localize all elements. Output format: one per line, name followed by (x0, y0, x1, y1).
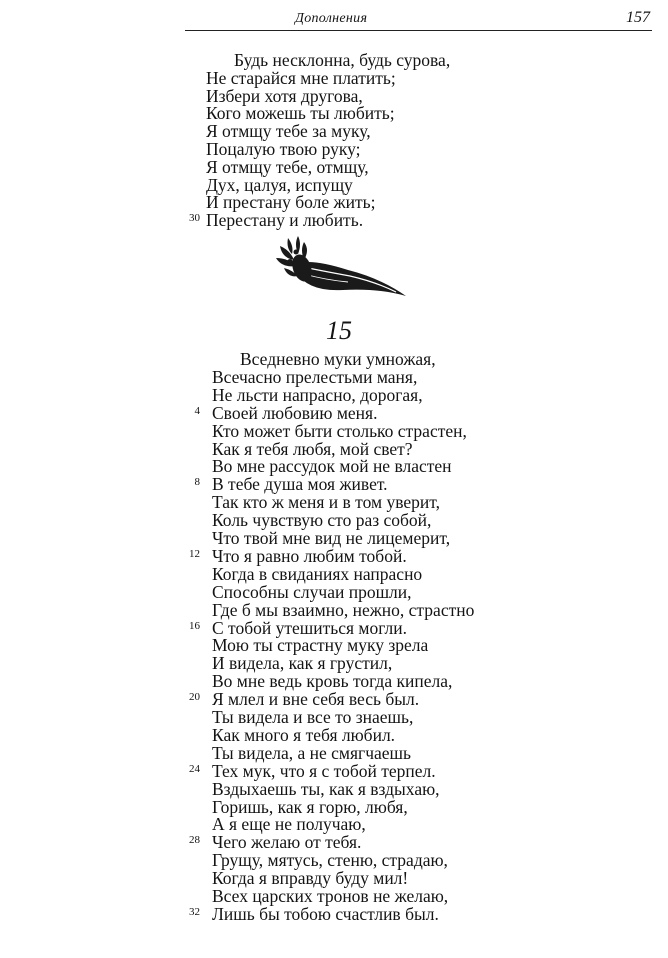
verse-line: Тех мук, что я с тобой терпел. (212, 760, 436, 781)
verse-line: И престану боле жить; (206, 192, 376, 213)
cornucopia-ornament-icon (268, 232, 408, 302)
verse-line: Кто может быти столько страстен, (212, 420, 467, 441)
verse-line: Я млел и вне себя весь был. (212, 689, 420, 710)
verse-line: Коль чувствую сто раз собой, (212, 510, 432, 531)
verse-line: Когда я вправду буду мил! (212, 868, 409, 889)
verse-line: Что я равно любим тобой. (212, 545, 407, 566)
line-number: 20 (189, 691, 200, 704)
verse-line: Чего желаю от тебя. (212, 832, 362, 853)
line-number: 30 (189, 212, 200, 225)
verse-line: Перестану и любить. (206, 210, 364, 231)
verse-line: Горишь, как я горю, любя, (212, 796, 408, 817)
verse-line: И видела, как я грустил, (212, 653, 393, 674)
verse-line: Вздыхаешь ты, как я вздыхаю, (212, 778, 440, 799)
verse-line: Не старайся мне платить; (206, 67, 396, 88)
page-number: 157 (626, 9, 650, 26)
verse-line: Как много я тебя любил. (212, 724, 396, 745)
verse-line: Ты видела, а не смягчаешь (212, 742, 412, 763)
verse-line: Так кто ж меня и в том уверит, (212, 492, 440, 513)
verse-line: Способны случаи прошли, (212, 581, 412, 602)
verse-line: Что твой мне вид не лицемерит, (212, 528, 451, 548)
line-number: 8 (194, 476, 200, 489)
verse-line: Избери хотя другова, (206, 85, 363, 106)
verse-line: Я отмщу тебе за муку, (206, 121, 371, 142)
verse-line: Кого можешь ты любить; (206, 103, 395, 124)
line-number: 4 (194, 404, 200, 417)
verse-line: Всех царских тронов не желаю, (212, 886, 449, 906)
verse-line: Я отмщу тебе, отмщу, (206, 156, 369, 177)
verse-line: Лишь бы тобою счастлив был. (212, 903, 439, 924)
poem-number: 15 (326, 316, 352, 345)
line-number: 28 (189, 834, 200, 847)
line-number: 12 (189, 547, 200, 560)
verse-line: Ты видела и все то знаешь, (212, 707, 414, 727)
verse-line: Не льсти напрасно, дорогая, (212, 384, 423, 405)
line-number: 32 (189, 905, 200, 918)
running-title: Дополнения (295, 11, 368, 26)
verse-line: Во мне рассудок мой не властен (212, 456, 452, 477)
verse-line: Где б мы взаимно, нежно, страстно (212, 599, 475, 620)
verse-line: В тебе душа моя живет. (212, 474, 388, 495)
verse-line: Когда в свиданиях напрасно (212, 563, 423, 584)
line-number: 16 (189, 619, 200, 632)
verse-line: А я еще не получаю, (212, 814, 366, 835)
verse-line: Во мне ведь кровь тогда кипела, (212, 671, 453, 692)
verse-line: С тобой утешиться могли. (212, 617, 408, 638)
verse-line: Мою ты страстну муку зрела (212, 635, 429, 656)
verse-line: Поцалую твою руку; (206, 139, 361, 159)
verse-line: Дух, цалуя, испущу (206, 174, 353, 195)
verse-line: Как я тебя любя, мой свет? (212, 438, 413, 459)
verse-line: Грущу, мятусь, стеню, страдаю, (212, 850, 448, 871)
line-number: 24 (189, 762, 200, 775)
verse-line: Своей любовию меня. (212, 402, 378, 423)
verse-line: Вседневно муки умножая, (240, 349, 436, 369)
verse-line: Будь несклонна, будь сурова, (234, 50, 451, 70)
running-header (185, 8, 652, 31)
verse-line: Всечасно прелестьми маня, (212, 366, 418, 387)
